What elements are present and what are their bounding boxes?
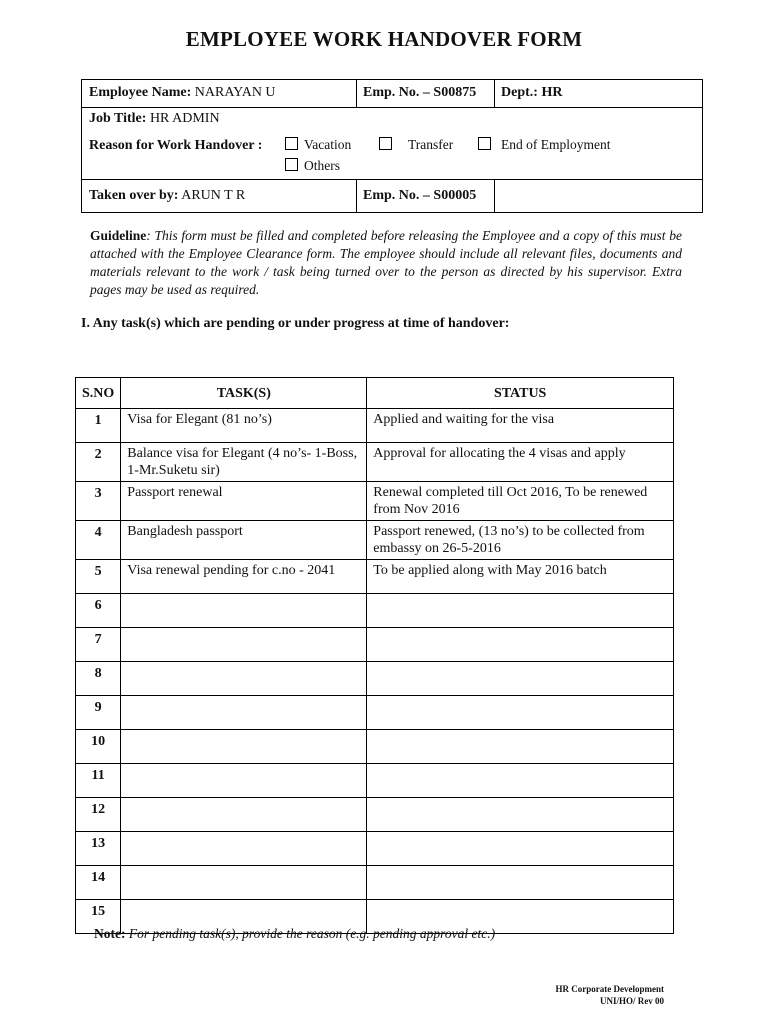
employee-name-label: Employee Name: xyxy=(89,85,192,100)
status-cell[interactable] xyxy=(367,594,674,628)
end-of-employment-label: End of Employment xyxy=(501,137,611,152)
emp-no-value[interactable]: S00875 xyxy=(433,85,477,100)
sno-cell: 2 xyxy=(76,443,121,482)
form-title: EMPLOYEE WORK HANDOVER FORM xyxy=(185,27,583,51)
table-row xyxy=(76,798,674,832)
table-row xyxy=(76,866,674,900)
section-heading: I. Any task(s) which are pending or under progress at time of handover: xyxy=(81,316,510,331)
task-cell[interactable] xyxy=(121,866,367,900)
emp-no-field xyxy=(363,85,476,101)
note-label: Note: xyxy=(94,926,126,941)
note xyxy=(94,926,495,942)
status-cell[interactable] xyxy=(367,832,674,866)
job-title-label: Job Title: xyxy=(89,111,147,126)
task-cell[interactable] xyxy=(121,832,367,866)
vacation-checkbox[interactable] xyxy=(285,137,298,150)
others-checkbox[interactable] xyxy=(285,158,298,171)
task-cell[interactable]: Balance visa for Elegant (4 no’s- 1-Boss, 1-Mr.Suketu sir) xyxy=(121,443,367,482)
sno-cell: 15 xyxy=(76,900,121,934)
table-row xyxy=(76,764,674,798)
sno-cell: 7 xyxy=(76,628,121,662)
taken-emp-no-value[interactable]: S00005 xyxy=(433,188,477,203)
table-row xyxy=(76,594,674,628)
guideline-paragraph xyxy=(90,227,682,299)
status-cell[interactable]: Passport renewed, (13 no’s) to be collected from embassy on 26-5-2016 xyxy=(367,521,674,560)
status-cell[interactable] xyxy=(367,798,674,832)
task-cell[interactable] xyxy=(121,730,367,764)
taken-emp-no-label: Emp. No. – xyxy=(363,188,430,203)
reason-end-of-employment[interactable] xyxy=(478,137,610,153)
header-tasks: TASK(S) xyxy=(121,378,367,409)
sno-cell: 13 xyxy=(76,832,121,866)
transfer-label: Transfer xyxy=(408,137,454,152)
employee-info-box xyxy=(81,79,703,213)
task-cell[interactable] xyxy=(121,662,367,696)
table-row xyxy=(76,560,674,594)
emp-no-label: Emp. No. – xyxy=(363,85,430,100)
status-cell[interactable]: To be applied along with May 2016 batch xyxy=(367,560,674,594)
status-cell[interactable] xyxy=(367,662,674,696)
reason-vacation[interactable] xyxy=(285,137,351,153)
status-cell[interactable] xyxy=(367,764,674,798)
status-cell[interactable] xyxy=(367,628,674,662)
job-title-field xyxy=(89,111,220,127)
table-header-row xyxy=(76,378,674,409)
dept-field xyxy=(501,85,562,101)
table-row xyxy=(76,482,674,521)
guideline-text: : This form must be filled and completed before releasing the Employee and a copy of this must be attached with the Employee Clearance form. The employee should include all relevant files, documents and materials relevant to the work / task being turned over to the person as directed by his supervisor. Extra pages may be used as required. xyxy=(90,228,682,297)
others-label: Others xyxy=(304,158,340,173)
task-cell[interactable] xyxy=(121,764,367,798)
table-row xyxy=(76,662,674,696)
dept-value[interactable]: HR xyxy=(541,85,563,100)
taken-over-value[interactable]: ARUN T R xyxy=(181,188,246,203)
taken-over-label: Taken over by: xyxy=(89,188,179,203)
footer-line-2: UNI/HO/ Rev 00 xyxy=(600,996,664,1006)
task-cell[interactable]: Visa renewal pending for c.no - 2041 xyxy=(121,560,367,594)
task-cell[interactable] xyxy=(121,696,367,730)
table-row xyxy=(76,409,674,443)
sno-cell: 11 xyxy=(76,764,121,798)
employee-name-field xyxy=(89,85,276,101)
status-cell[interactable] xyxy=(367,866,674,900)
table-row xyxy=(76,832,674,866)
dept-label: Dept.: xyxy=(501,85,538,100)
header-status: STATUS xyxy=(367,378,674,409)
reason-others[interactable] xyxy=(285,158,340,174)
status-cell[interactable]: Renewal completed till Oct 2016, To be renewed from Nov 2016 xyxy=(367,482,674,521)
table-row xyxy=(76,443,674,482)
status-cell[interactable] xyxy=(367,696,674,730)
table-row xyxy=(76,696,674,730)
sno-cell: 4 xyxy=(76,521,121,560)
status-cell[interactable]: Approval for allocating the 4 visas and apply xyxy=(367,443,674,482)
sno-cell: 8 xyxy=(76,662,121,696)
sno-cell: 1 xyxy=(76,409,121,443)
transfer-checkbox[interactable] xyxy=(379,137,392,150)
footer xyxy=(556,983,664,1007)
sno-cell: 10 xyxy=(76,730,121,764)
status-cell[interactable]: Applied and waiting for the visa xyxy=(367,409,674,443)
taken-over-field xyxy=(89,188,245,204)
sno-cell: 6 xyxy=(76,594,121,628)
sno-cell: 14 xyxy=(76,866,121,900)
status-cell[interactable] xyxy=(367,730,674,764)
end-of-employment-checkbox[interactable] xyxy=(478,137,491,150)
guideline-label: Guideline xyxy=(90,228,147,243)
taken-emp-no-field xyxy=(363,188,476,204)
header-sno: S.NO xyxy=(76,378,121,409)
footer-line-1: HR Corporate Development xyxy=(555,984,664,994)
task-cell[interactable] xyxy=(121,594,367,628)
sno-cell: 5 xyxy=(76,560,121,594)
reason-transfer[interactable] xyxy=(379,137,453,153)
sno-cell: 12 xyxy=(76,798,121,832)
employee-name-value[interactable]: NARAYAN U xyxy=(194,85,276,100)
tasks-table xyxy=(75,377,674,934)
table-row xyxy=(76,521,674,560)
table-row xyxy=(76,730,674,764)
task-cell[interactable]: Bangladesh passport xyxy=(121,521,367,560)
vacation-label: Vacation xyxy=(304,137,352,152)
task-cell[interactable]: Passport renewal xyxy=(121,482,367,521)
task-cell[interactable]: Visa for Elegant (81 no’s) xyxy=(121,409,367,443)
table-row xyxy=(76,628,674,662)
task-cell[interactable] xyxy=(121,798,367,832)
task-cell[interactable] xyxy=(121,628,367,662)
sno-cell: 3 xyxy=(76,482,121,521)
sno-cell: 9 xyxy=(76,696,121,730)
reason-label: Reason for Work Handover : xyxy=(89,138,263,153)
job-title-value[interactable]: HR ADMIN xyxy=(149,111,220,126)
note-text: For pending task(s), provide the reason (e.g. pending approval etc.) xyxy=(128,926,496,941)
